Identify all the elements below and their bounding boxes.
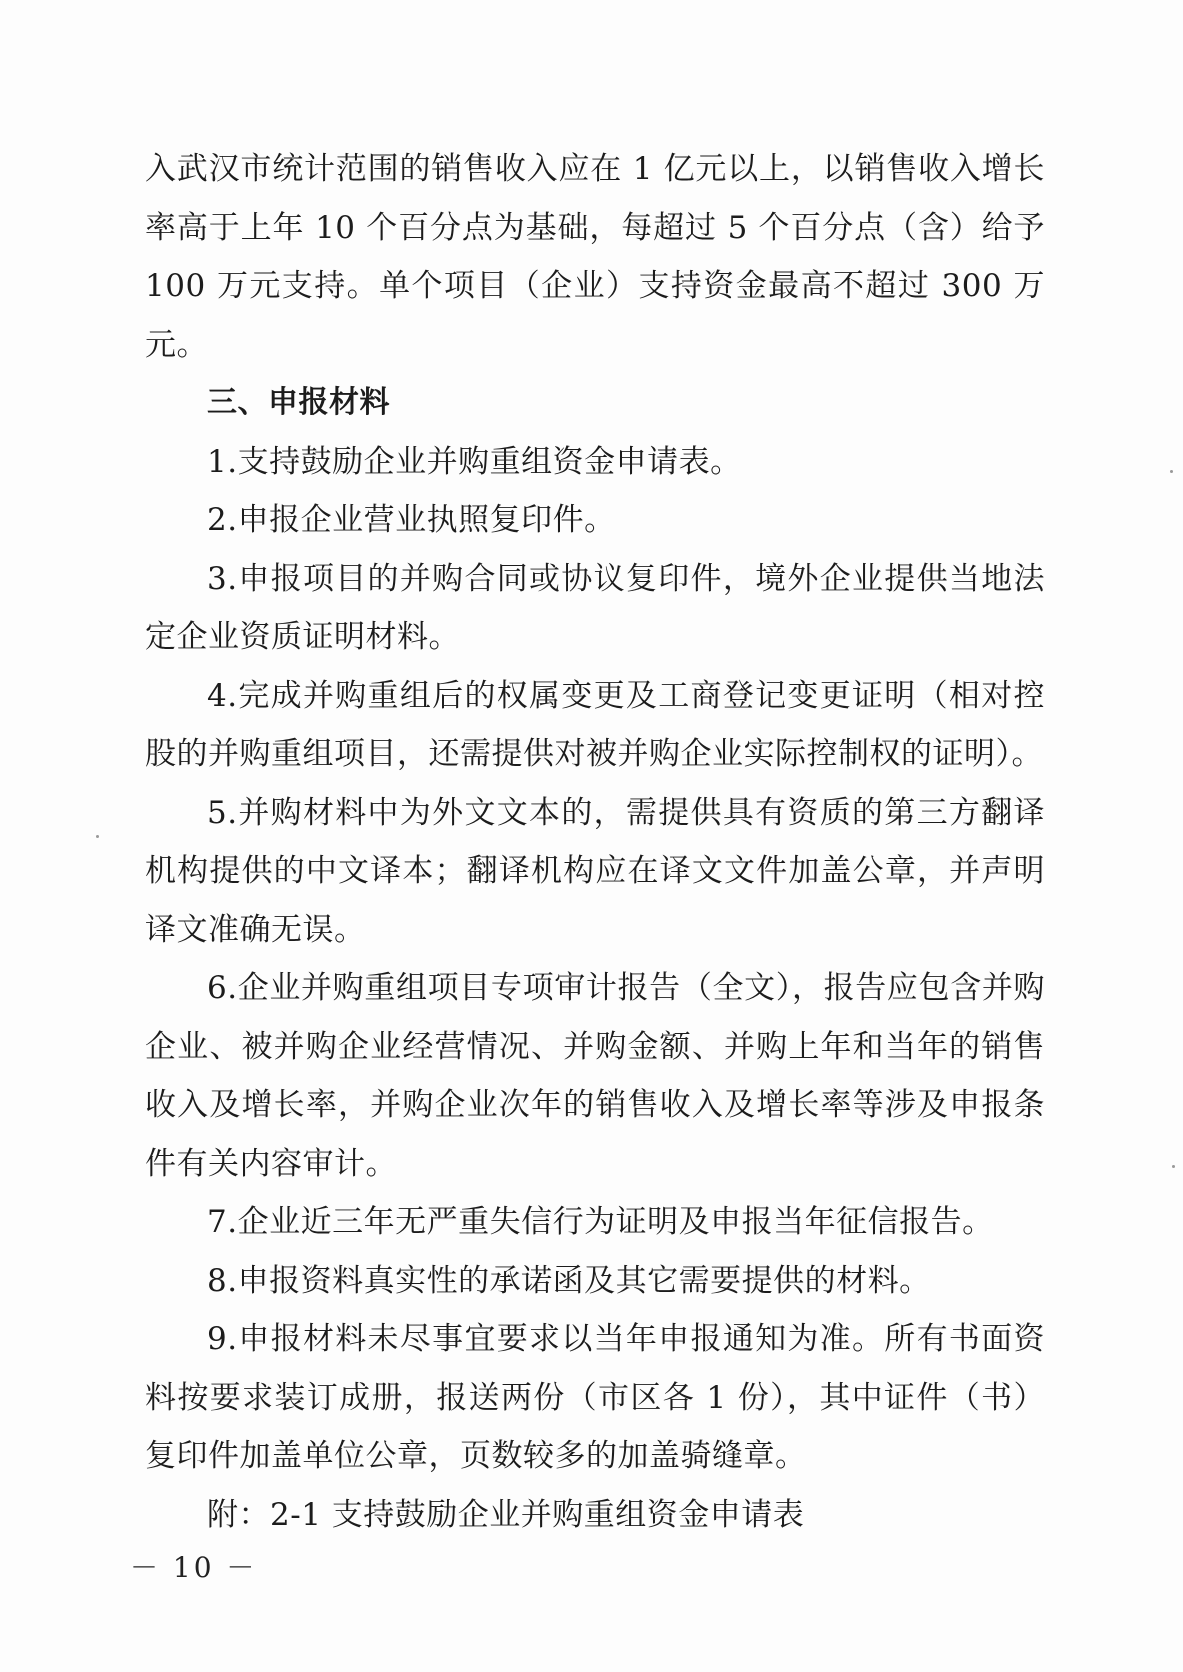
list-item: 5.并购材料中为外文文本的，需提供具有资质的第三方翻译机构提供的中文译本；翻译机构应在译文文件加盖公章，并声明译文准确无误。	[145, 794, 1045, 948]
page-number: － 10 －	[130, 1551, 258, 1584]
scan-speck	[1170, 470, 1173, 473]
list-item: 3.申报项目的并购合同或协议复印件，境外企业提供当地法定企业资质证明材料。	[145, 560, 1045, 655]
list-item: 1.支持鼓励企业并购重组资金申请表。	[207, 443, 742, 480]
section-heading: 三、申报材料	[207, 385, 390, 420]
list-item: 4.完成并购重组后的权属变更及工商登记变更证明（相对控股的并购重组项目，还需提供对被并购企业实际控制权的证明）。	[145, 677, 1045, 772]
attachment-line: 附：2-1 支持鼓励企业并购重组资金申请表	[207, 1496, 805, 1533]
list-item: 7.企业近三年无严重失信行为证明及申报当年征信报告。	[207, 1204, 994, 1240]
scan-speck	[96, 835, 99, 838]
document-body	[145, 140, 1045, 1544]
list-item: 8.申报资料真实性的承诺函及其它需要提供的材料。	[207, 1262, 931, 1299]
list-item: 9.申报材料未尽事宜要求以当年申报通知为准。所有书面资料按要求装订成册，报送两份（市区各 1 份），其中证件（书）复印件加盖单位公章，页数较多的加盖骑缝章。	[145, 1321, 1045, 1474]
list-item: 6.企业并购重组项目专项审计报告（全文），报告应包含并购企业、被并购企业经营情况、并购金额、并购上年和当年的销售收入及增长率，并购企业次年的销售收入及增长率等涉及申报条件有关内容审计。	[145, 970, 1045, 1182]
paragraph-continued: 入武汉市统计范围的销售收入应在 1 亿元以上，以销售收入增长率高于上年 10 个百分点为基础，每超过 5 个百分点（含）给予 100 万元支持。单个项目（企业）支持资金最高不超过 300 万元。	[145, 151, 1045, 363]
list-item: 2.申报企业营业执照复印件。	[207, 502, 616, 538]
scan-speck	[1172, 1165, 1175, 1168]
